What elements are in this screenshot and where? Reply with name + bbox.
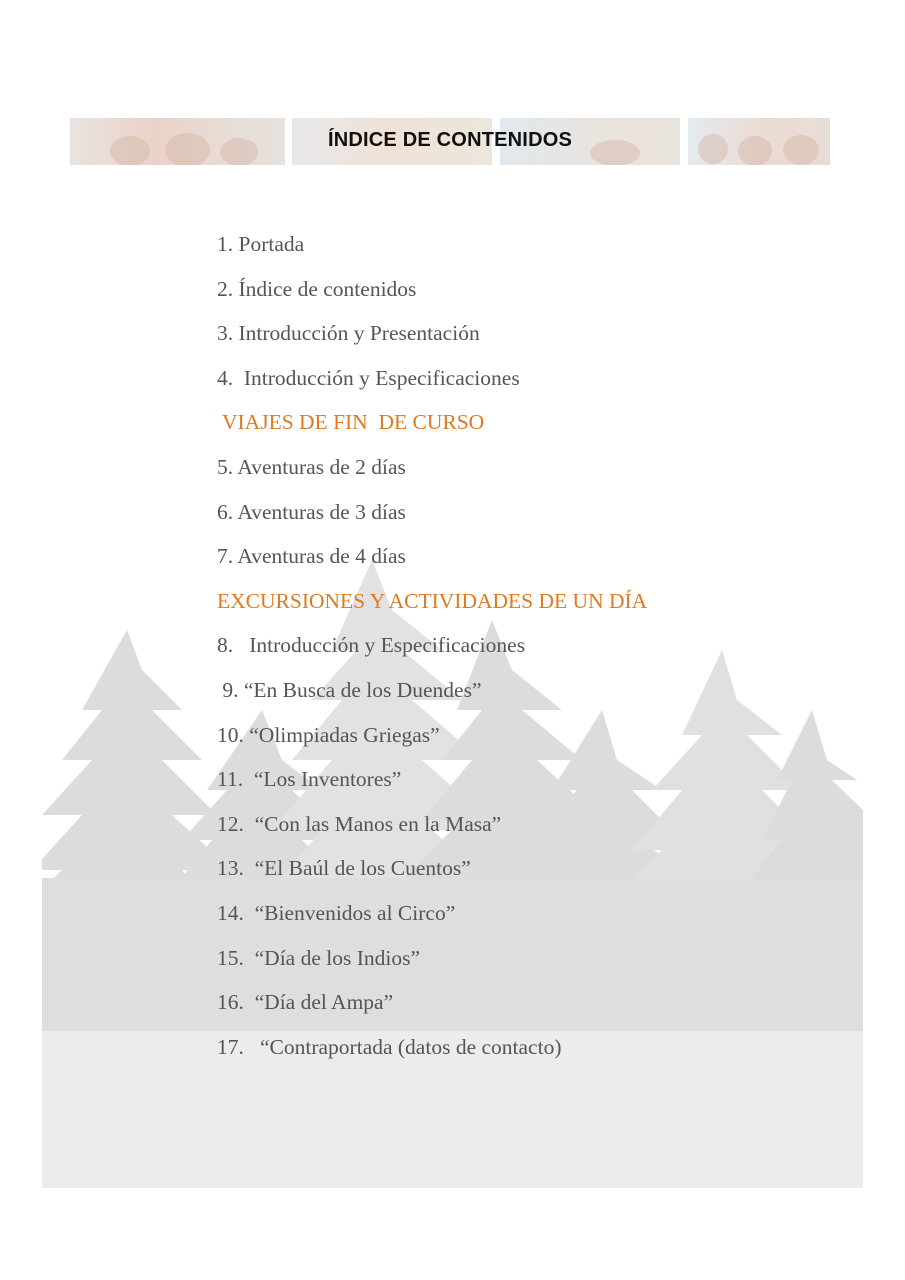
toc-entry: 1. Portada — [217, 232, 305, 256]
toc-entry: 9. “En Busca de los Duendes” — [217, 677, 482, 702]
toc-entry: 17. “Contraportada (datos de contacto) — [217, 1034, 562, 1059]
header-banner — [70, 118, 830, 165]
toc-entry: 11. “Los Inventores” — [217, 767, 402, 792]
toc-entry: 4. Introducción y Especificaciones — [217, 365, 520, 390]
toc-entry: 13. “El Baúl de los Cuentos” — [217, 856, 471, 881]
toc-section-heading: VIAJES DE FIN DE CURSO — [217, 410, 485, 435]
toc-entry: 7. Aventuras de 4 días — [217, 544, 406, 569]
toc-section-heading: EXCURSIONES Y ACTIVIDADES DE UN DÍA — [217, 588, 648, 613]
toc-entry: 2. Índice de contenidos — [217, 276, 417, 301]
toc-entry: 16. “Día del Ampa” — [217, 990, 394, 1015]
toc-entry: 8. Introducción y Especificaciones — [217, 633, 526, 658]
toc-entry: 14. “Bienvenidos al Circo” — [217, 900, 456, 925]
toc-entry: 12. “Con las Manos en la Masa” — [217, 811, 502, 836]
toc-entry: 6. Aventuras de 3 días — [217, 499, 406, 524]
toc-entry: 3. Introducción y Presentación — [217, 321, 480, 346]
toc-entry: 10. “Olimpiadas Griegas” — [217, 722, 440, 747]
page-title: ÍNDICE DE CONTENIDOS — [327, 129, 573, 151]
toc-entry: 15. “Día de los Indios” — [217, 945, 421, 970]
table-of-contents — [217, 228, 647, 1075]
toc-entry: 5. Aventuras de 2 días — [217, 454, 406, 479]
